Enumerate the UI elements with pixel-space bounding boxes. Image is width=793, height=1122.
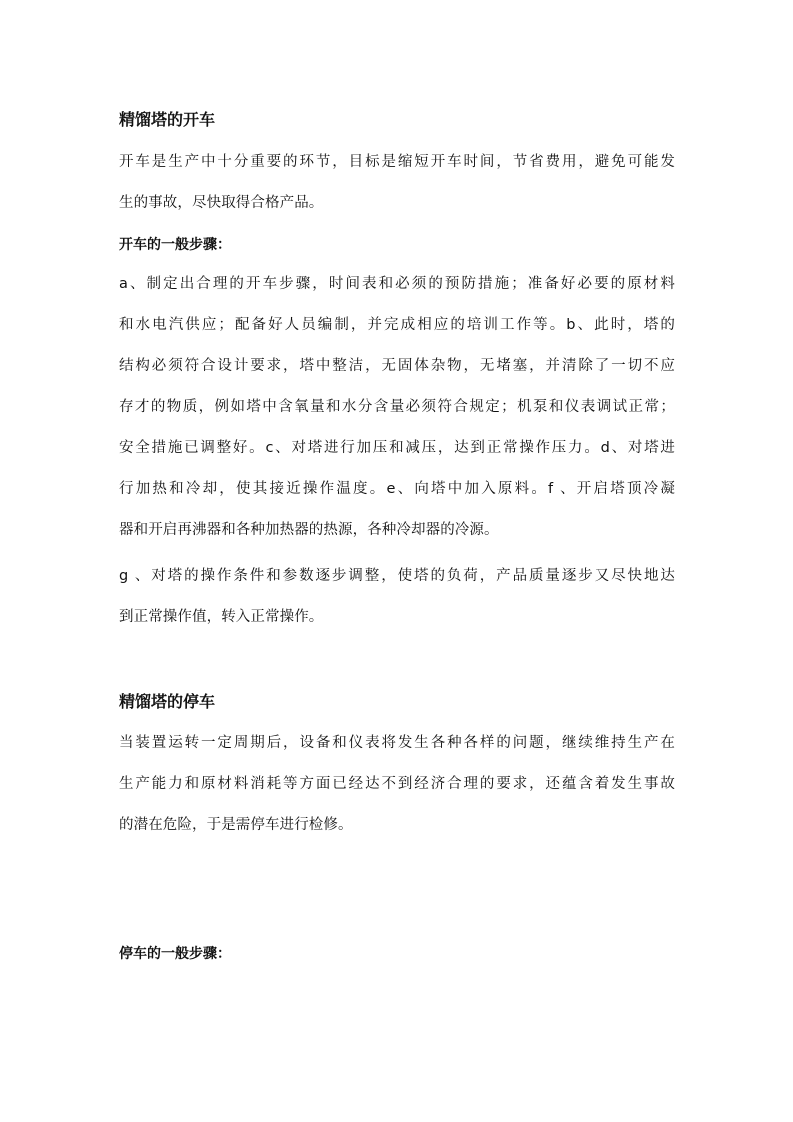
startup-steps-paragraph [119,264,675,551]
startup-steps-line-1: a、制定出合理的开车步骤，时间表和必须的预防措施；准备好必要的原材料 [119,276,675,292]
startup-intro-line-1: 开车是生产中十分重要的环节，目标是缩短开车时间，节省费用，避免可能发 [119,154,675,170]
startup-steps-line-7: 器和开启再沸器和各种加热器的热源，各种冷却器的冷源。 [119,522,499,538]
startup-steps-line-6: 行加热和冷却，使其接近操作温度。e、向塔中加入原料。f 、开启塔顶冷凝 [119,481,675,497]
shutdown-intro-line-3: 的潜在危险，于是需停车进行检修。 [119,817,353,833]
startup-steps-g-paragraph [119,556,675,638]
section-title-startup: 精馏塔的开车 [119,110,216,129]
startup-steps-line-4: 存才的物质，例如塔中含氧量和水分含量必须符合规定；机泵和仪表调试正常； [119,399,675,415]
startup-steps-line-5: 安全措施已调整好。c、对塔进行加压和减压，达到正常操作压力。d、对塔进 [119,440,675,456]
startup-steps-line-2: 和水电汽供应；配备好人员编制，并完成相应的培训工作等。b、此时，塔的 [119,317,675,333]
startup-steps-g-line-2: 到正常操作值，转入正常操作。 [119,609,324,625]
startup-steps-heading: 开车的一般步骤： [119,237,231,253]
startup-steps-g-line-1: g 、对塔的操作条件和参数逐步调整，使塔的负荷，产品质量逐步又尽快地达 [119,568,675,584]
section-title-shutdown: 精馏塔的停车 [119,692,216,711]
startup-intro-paragraph [119,142,675,224]
shutdown-steps-heading: 停车的一般步骤： [119,946,231,962]
shutdown-intro-line-2: 生产能力和原材料消耗等方面已经达不到经济合理的要求，还蕴含着发生事故 [119,776,675,792]
shutdown-intro-paragraph [119,723,675,846]
shutdown-intro-line-1: 当装置运转一定周期后，设备和仪表将发生各种各样的问题，继续维持生产在 [119,735,675,751]
startup-intro-line-2: 生的事故，尽快取得合格产品。 [119,195,324,211]
startup-steps-line-3: 结构必须符合设计要求，塔中整洁，无固体杂物，无堵塞，并清除了一切不应 [119,358,675,374]
